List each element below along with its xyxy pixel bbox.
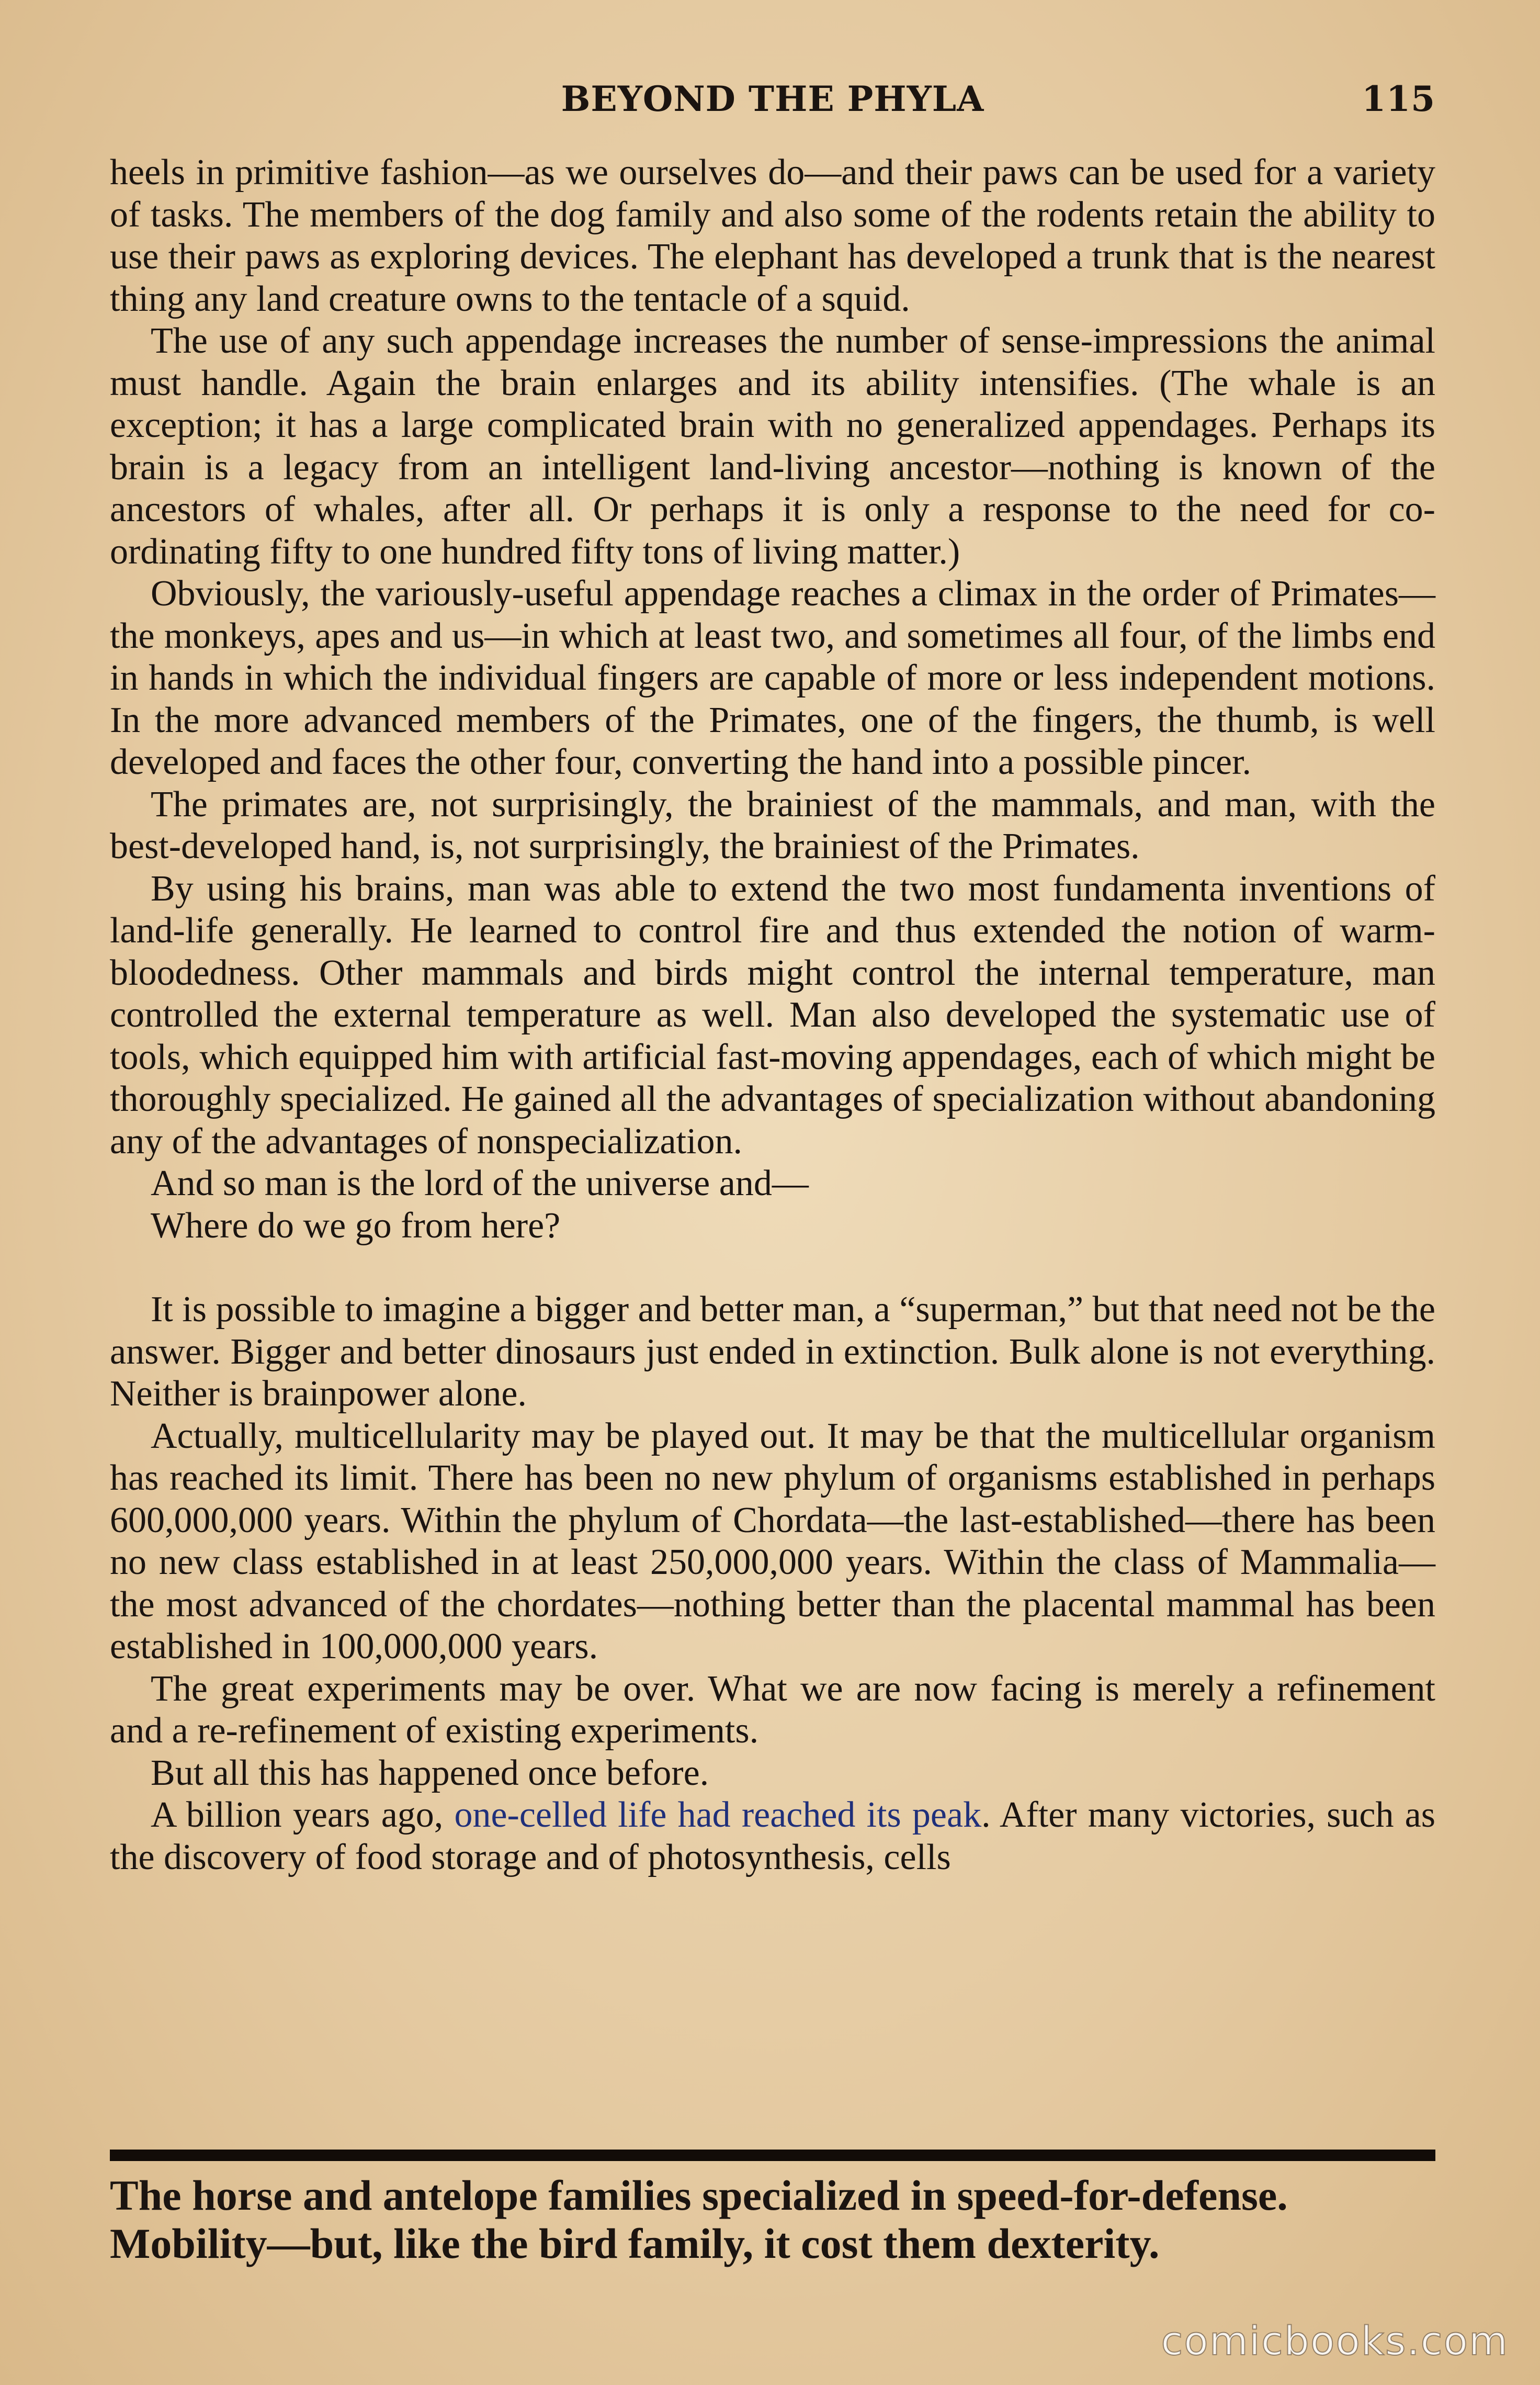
paragraph: It is possible to imagine a bigger and better man, a “superman,” but that need not be the answer. Bigger and better dinosaurs just ended in extinction. Bulk alone is not everything. Neither is brainpower alone. [110,1289,1435,1414]
section-break [110,1247,1435,1289]
paragraph: Obviously, the variously-useful appendage reaches a climax in the order of Primates—the monkeys, apes and us—in which at least two, and sometimes all four, of the limbs end in hands in which the individual fingers are capable of more or less independent motions. In the more advanced members of the Primates, one of the fingers, the thumb, is well developed and faces the other four, converting the hand into a possible pincer. [110,573,1435,782]
paragraph-text: . After many victories, such as the discovery of food storage and of photosynthesis, cells [110,1795,1435,1877]
page-header [110,78,1435,131]
illustration-caption [110,2172,1435,2268]
paragraph: By using his brains, man was able to extend the two most fundamenta inventions of land-life generally. He learned to control fire and thus extended the notion of warm-bloodedness. Other mammals and birds might control the internal temperature, man controlled the external temperature as well. Man also developed the systematic use of tools, which equipped him with artificial fast-moving appendages, each of which might be thoroughly specialized. He gained all the advantages of specialization without abandoning any of the advantages of nonspecialization. [110,868,1435,1162]
paragraph: But all this has happened once before. [151,1752,709,1793]
highlighted-text: one-celled life had reached its peak [454,1795,982,1835]
caption-line: The horse and antelope families specialized in speed-for-defense. [110,2172,1288,2219]
running-title: BEYOND THE PHYLA [561,78,984,119]
body-text [110,152,1435,1878]
paragraph: The use of any such appendage increases the number of sense-impressions the animal must handle. Again the brain enlarges and its ability intensifies. (The whale is an exception; it has a large complicated brain with no generalized appendages. Perhaps its brain is a legacy from an intelligent land-living ancestor—nothing is known of the ancestors of whales, after all. Or perhaps it is only a response to the need for co-ordinating fifty to one hundred fifty tons of living matter.) [110,321,1435,572]
paragraph: The great experiments may be over. What we are now facing is merely a refinement and a re-refinement of existing experiments. [110,1668,1435,1751]
paragraph: The primates are, not surprisingly, the brainiest of the mammals, and man, with the best-developed hand, is, not surprisingly, the brainiest of the Primates. [110,784,1435,867]
paragraph: heels in primitive fashion—as we ourselves do—and their paws can be used for a variety of tasks. The members of the dog family and also some of the rodents retain the ability to use their paws as exploring devices. The elephant has developed a trunk that is the nearest thing any land creature owns to the tentacle of a squid. [110,152,1435,319]
caption-divider [110,2150,1435,2161]
paragraph-text: A billion years ago, [151,1795,455,1835]
paragraph-last [110,1794,1435,1878]
page-number: 115 [1362,78,1435,119]
paragraph: And so man is the lord of the universe and— [151,1163,809,1203]
caption-line: Mobility—but, like the bird family, it cost them dexterity. [110,2220,1160,2267]
watermark: comicbooks.com [1161,2318,1509,2364]
paragraph: Actually, multicellularity may be played out. It may be that the multicellular organism has reached its limit. There has been no new phylum of organisms established in perhaps 600,000,000 years. Within the phylum of Chordata—the last-established—there has been no new class established in at least 250,000,000 years. Within the class of Mammalia—the most advanced of the chordates—nothing better than the placental mammal has been established in 100,000,000 years. [110,1415,1435,1667]
paragraph: Where do we go from here? [151,1205,561,1246]
